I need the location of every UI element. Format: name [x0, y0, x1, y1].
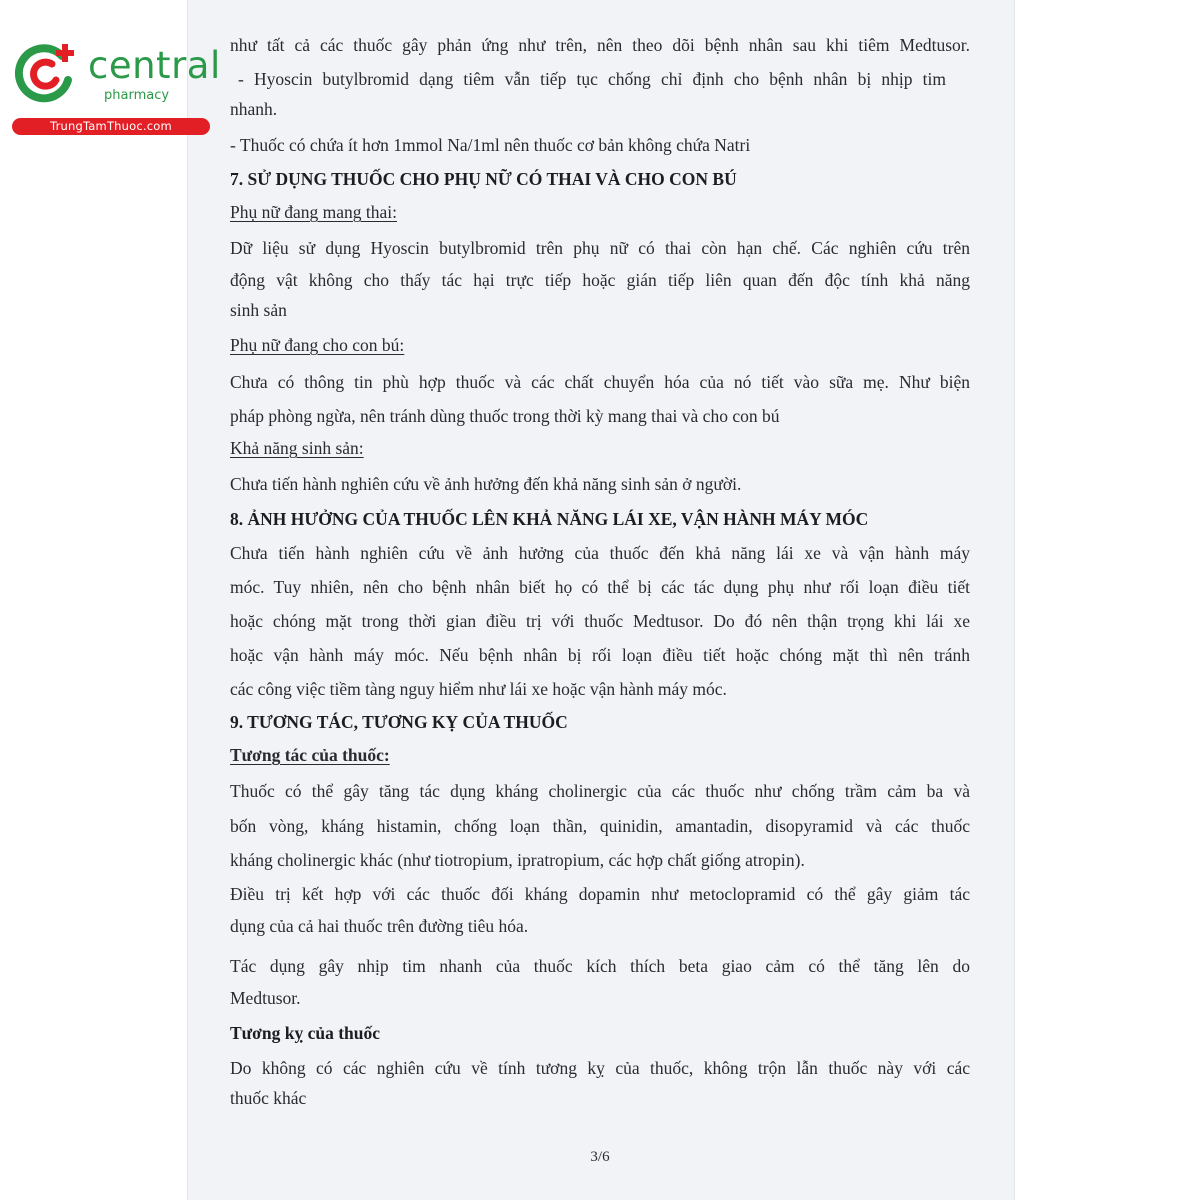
brand-subtitle: pharmacy: [104, 88, 170, 103]
body-line: kháng cholinergic khác (như tiotropium, ipratropium, các hợp chất giống atropin).: [230, 850, 805, 870]
section-heading-9: 9. TƯƠNG TÁC, TƯƠNG KỴ CỦA THUỐC: [230, 712, 568, 732]
subheading-incompatibilities: Tương kỵ của thuốc: [230, 1023, 381, 1043]
body-line: động vật không cho thấy tác hại trực tiếp hoặc gián tiếp liên quan đến độc tính khả năng: [230, 270, 970, 290]
body-line: Chưa tiến hành nghiên cứu về ảnh hưởng của thuốc đến khả năng lái xe và vận hành máy: [230, 543, 970, 563]
body-line: hoặc chóng mặt trong thời gian điều trị với thuốc Medtusor. Do đó nên thận trọng khi lái xe: [230, 611, 970, 631]
body-line: Tác dụng gây nhịp tim nhanh của thuốc kích thích beta giao cảm có thể tăng lên do: [230, 956, 970, 976]
body-line: dụng của cả hai thuốc trên đường tiêu hóa.: [230, 916, 529, 936]
body-line: sinh sản: [230, 300, 287, 320]
body-line: Medtusor.: [230, 988, 301, 1008]
body-line: bốn vòng, kháng histamin, chống loạn thần, quinidin, amantadin, disopyramid và các thuốc: [230, 816, 970, 836]
body-line: - Thuốc có chứa ít hơn 1mmol Na/1ml nên thuốc cơ bản không chứa Natri: [230, 135, 751, 155]
brand-url-link[interactable]: TrungTamThuoc.com: [12, 118, 210, 135]
section-heading-7: 7. SỬ DỤNG THUỐC CHO PHỤ NỮ CÓ THAI VÀ CHO CON BÚ: [230, 169, 737, 189]
body-line: như tất cả các thuốc gây phản ứng như trên, nên theo dõi bệnh nhân sau khi tiêm Medtusor.: [230, 35, 970, 55]
subheading-pregnancy: Phụ nữ đang mang thai:: [230, 202, 397, 222]
brand-name: central: [88, 44, 221, 87]
body-line: Điều trị kết hợp với các thuốc đối kháng dopamin như metoclopramid có thể gây giảm tác: [230, 884, 970, 904]
body-line: Dữ liệu sử dụng Hyoscin butylbromid trên phụ nữ có thai còn hạn chế. Các nghiên cứu trên: [230, 238, 970, 258]
body-line: Thuốc có thể gây tăng tác dụng kháng cholinergic của các thuốc như chống trầm cảm ba và: [230, 781, 970, 801]
section-heading-8: 8. ẢNH HƯỞNG CỦA THUỐC LÊN KHẢ NĂNG LÁI XE, VẬN HÀNH MÁY MÓC: [230, 509, 869, 529]
body-line: thuốc khác: [230, 1088, 307, 1108]
body-line: - Hyoscin butylbromid dạng tiêm vẫn tiếp tục chống chỉ định cho bệnh nhân bị nhịp tim: [238, 69, 946, 89]
body-line: móc. Tuy nhiên, nên cho bệnh nhân biết họ có thể bị các tác dụng phụ như rối loạn điều tiết: [230, 577, 970, 597]
subheading-fertility: Khả năng sinh sản:: [230, 438, 364, 458]
subheading-interactions: Tương tác của thuốc:: [230, 745, 390, 765]
body-line: hoặc vận hành máy móc. Nếu bệnh nhân bị rối loạn điều tiết hoặc chóng mặt thì nên tránh: [230, 645, 970, 665]
page-number: 3/6: [590, 1149, 610, 1165]
plus-cross-logo-icon: [12, 40, 78, 106]
body-line: pháp phòng ngừa, nên tránh dùng thuốc trong thời kỳ mang thai và cho con bú: [230, 406, 780, 426]
body-line: các công việc tiềm tàng nguy hiểm như lái xe hoặc vận hành máy móc.: [230, 679, 727, 699]
body-line: nhanh.: [230, 99, 278, 119]
body-line: Chưa tiến hành nghiên cứu về ảnh hưởng đến khả năng sinh sản ở người.: [230, 474, 742, 494]
body-line: Chưa có thông tin phù hợp thuốc và các chất chuyển hóa của nó tiết vào sữa mẹ. Như biện: [230, 372, 970, 392]
body-line: Do không có các nghiên cứu về tính tương kỵ của thuốc, không trộn lẫn thuốc này với các: [230, 1058, 970, 1078]
central-pharmacy-logo[interactable]: [8, 34, 221, 136]
subheading-breastfeeding: Phụ nữ đang cho con bú:: [230, 335, 405, 355]
